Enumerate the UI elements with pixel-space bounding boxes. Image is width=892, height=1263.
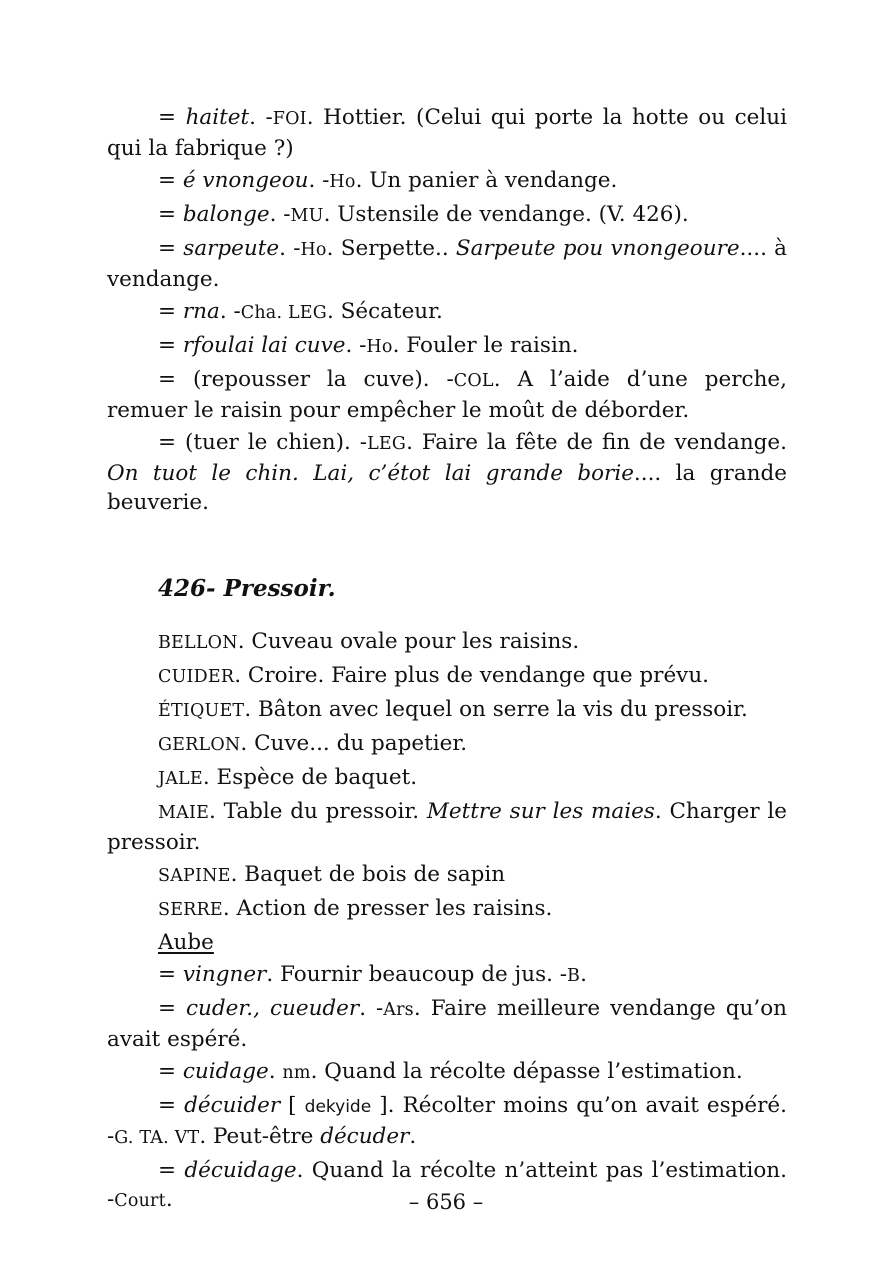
entry-sarpeute: = sarpeute. -Ho. Serpette.. Sarpeute pou vnongeoure.... à vendange.: [107, 236, 787, 292]
entry-tuer-chien: = (tuer le chien). -LEG. Faire la fête de fin de vendange. On tuot le chin. Lai, c’étot lai grande borie.... la grande beuverie.: [107, 430, 787, 515]
entry-cuider: CUIDER. Croire. Faire plus de vendange que prévu.: [158, 663, 710, 688]
entry-repousser-cuve: = (repousser la cuve). -COL. A l’aide d’une perche, remuer le raisin pour empêcher le moût de déborder.: [107, 367, 787, 423]
entry-rna: = rna. -Cha. LEG. Sécateur.: [158, 299, 443, 324]
entry-gerlon: GERLON. Cuve... du papetier.: [158, 731, 468, 756]
page-number: – 656 –: [408, 1190, 484, 1214]
entry-cuidage: = cuidage. nm. Quand la récolte dépasse l’estimation.: [158, 1059, 743, 1084]
entry-decuidage: = décuidage. Quand la récolte n’atteint pas l’estimation. -Court.: [107, 1158, 787, 1212]
entry-decuider: = décuider [ dekyide ]. Récolter moins qu’on avait espéré. -G. TA. VT. Peut-être décuder.: [107, 1093, 787, 1149]
entry-serre: SERRE. Action de presser les raisins.: [158, 896, 553, 921]
entry-vingner: = vingner. Fournir beaucoup de jus. -B.: [158, 962, 587, 987]
entry-balonge: = balonge. -MU. Ustensile de vendange. (V. 426).: [158, 202, 689, 227]
entry-etiquet: ÉTIQUET. Bâton avec lequel on serre la vis du pressoir.: [158, 697, 748, 722]
entry-sapine: SAPINE. Baquet de bois de sapin: [158, 862, 506, 887]
entry-jale: JALE. Espèce de baquet.: [158, 765, 418, 790]
entry-rfoulai: = rfoulai lai cuve. -Ho. Fouler le raisin.: [158, 333, 579, 358]
phonetic-transcription: dekyide: [304, 1097, 372, 1117]
entry-maie: MAIE. Table du pressoir. Mettre sur les maies. Charger le pressoir.: [107, 799, 787, 855]
entry-cuder: = cuder., cueuder. -Ars. Faire meilleure vendange qu’on avait espéré.: [107, 996, 787, 1052]
section-heading: 426- Pressoir.: [158, 575, 336, 602]
entry-vnongeou: = é vnongeou. -Ho. Un panier à vendange.: [158, 168, 618, 193]
subheading-aube: Aube: [158, 930, 214, 955]
entry-haitet: = haitet. -FOI. Hottier. (Celui qui porte la hotte ou celui qui la fabrique ?): [107, 105, 787, 161]
entry-bellon: BELLON. Cuveau ovale pour les raisins.: [158, 629, 580, 654]
page-body: [107, 103, 787, 1219]
